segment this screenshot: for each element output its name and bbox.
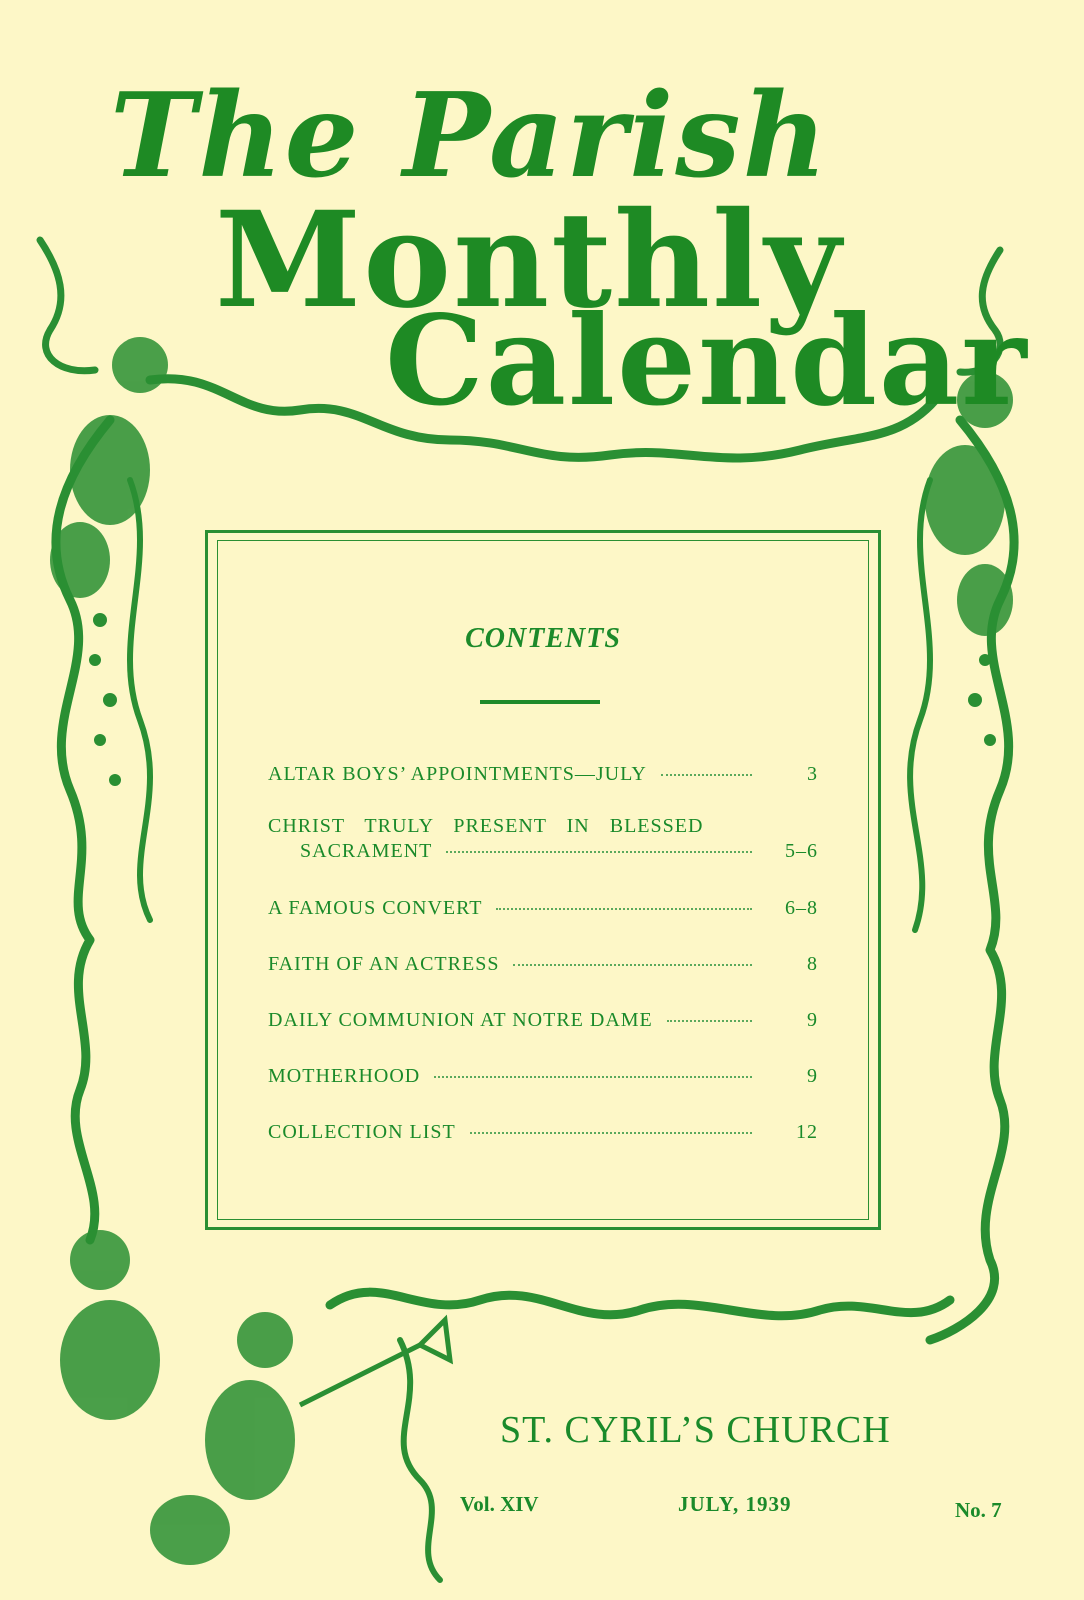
- toc-item: [268, 1121, 818, 1144]
- volume-label: Vol. XIV: [460, 1492, 539, 1516]
- toc-item-page: 6–8: [785, 897, 818, 919]
- toc-leader-dots: [661, 774, 752, 776]
- issue-date: JULY, 1939: [678, 1492, 792, 1516]
- toc-leader-dots: [667, 1020, 752, 1022]
- toc-item-page: 9: [807, 1065, 818, 1087]
- toc-leader-dots: [496, 908, 752, 910]
- toc-item-title: A FAMOUS CONVERT: [268, 897, 483, 919]
- toc-item-title: DAILY COMMUNION AT NOTRE DAME: [268, 1009, 653, 1031]
- toc-item: [268, 1065, 818, 1088]
- church-name: ST. CYRIL’S CHURCH: [500, 1409, 891, 1451]
- toc-item-title-line-1: CHRIST TRULY PRESENT IN BLESSED: [268, 815, 704, 837]
- toc-leader-dots: [513, 964, 752, 966]
- toc-leader-dots: [434, 1076, 752, 1078]
- toc-item-title: SACRAMENT: [300, 840, 433, 862]
- masthead-line-1: The Parish: [110, 68, 829, 204]
- toc-item-page: 9: [807, 1009, 818, 1031]
- toc-item-page: 8: [807, 953, 818, 975]
- toc-item-title: MOTHERHOOD: [268, 1065, 421, 1087]
- contents-heading: CONTENTS: [465, 623, 621, 654]
- toc-item: [268, 1009, 818, 1032]
- contents-divider: [480, 700, 600, 704]
- toc-item-page: 5–6: [785, 840, 818, 862]
- toc-item-page: 12: [796, 1121, 818, 1143]
- trumpet-icon: [300, 1320, 450, 1405]
- toc-item-title: FAITH OF AN ACTRESS: [268, 953, 500, 975]
- toc-item: [268, 953, 818, 976]
- masthead-line-2: Monthly: [215, 183, 843, 338]
- issue-number: No. 7: [955, 1498, 1002, 1522]
- toc-leader-dots: [446, 851, 752, 853]
- toc-item-title: COLLECTION LIST: [268, 1121, 456, 1143]
- toc-item: [268, 763, 818, 786]
- toc-item-title: ALTAR BOYS’ APPOINTMENTS—JULY: [268, 763, 647, 785]
- masthead-line-3: Calendar: [385, 289, 1029, 434]
- toc-item: [268, 897, 818, 920]
- toc-item-page: 3: [807, 763, 818, 785]
- toc-item: [268, 815, 818, 863]
- contents-frame: [217, 540, 869, 1220]
- toc-leader-dots: [470, 1132, 752, 1134]
